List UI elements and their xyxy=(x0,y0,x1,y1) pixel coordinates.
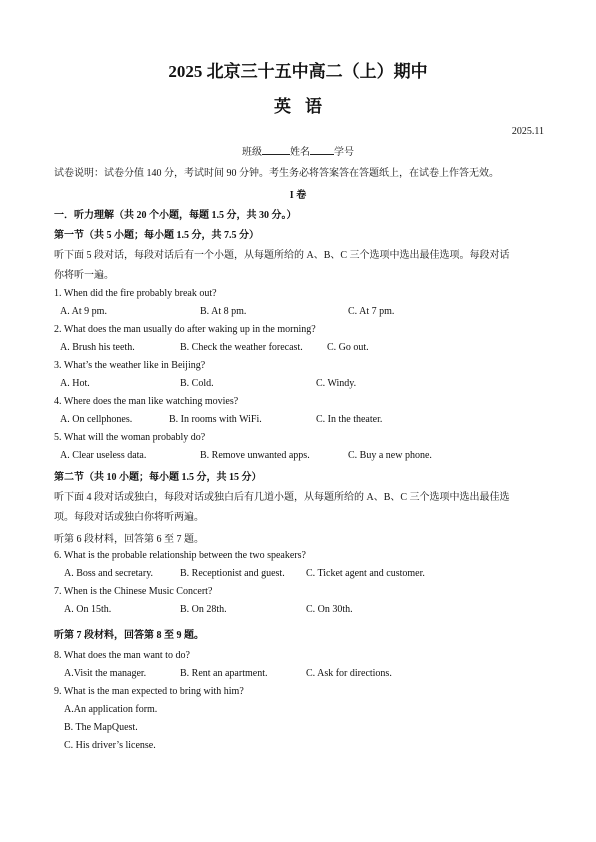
material-note: 听第 6 段材料，回答第 6 至 7 题。 xyxy=(54,534,204,545)
section1-heading: 第一节（共 5 小题；每小题 1.5 分，共 7.5 分） xyxy=(54,230,259,241)
option-a: A. Clear useless data. xyxy=(60,450,147,461)
option-b: B. Cold. xyxy=(180,378,214,389)
name-label: 姓名 xyxy=(290,147,310,158)
option-a: A.An application form. xyxy=(64,704,158,715)
option-a: A. On 15th. xyxy=(64,604,112,615)
option-c: C. Windy. xyxy=(316,378,357,389)
option-a: A. Brush his teeth. xyxy=(60,342,135,353)
option-b: B. Remove unwanted apps. xyxy=(200,450,310,461)
question-text: 9. What is the man expected to bring with him? xyxy=(54,686,244,697)
exam-instructions: 试卷说明：试卷分值 140 分，考试时间 90 分钟。考生务必将答案答在答题纸上，在试卷上作答无效。 xyxy=(54,168,499,179)
option-b: B. At 8 pm. xyxy=(200,306,247,317)
question-text: 4. Where does the man like watching movies? xyxy=(54,396,239,407)
question-text: 7. When is the Chinese Music Concert? xyxy=(54,586,213,597)
id-label: 学号 xyxy=(334,147,354,158)
section1-directions-cont: 你将听一遍。 xyxy=(54,270,114,281)
option-a: A. On cellphones. xyxy=(60,414,133,425)
option-a: A. Hot. xyxy=(60,378,90,389)
option-a: A. Boss and secretary. xyxy=(64,568,154,579)
option-c: C. Buy a new phone. xyxy=(348,450,432,461)
question-text: 3. What’s the weather like in Beijing? xyxy=(54,360,206,371)
option-b: B. In rooms with WiFi. xyxy=(169,414,262,425)
question-text: 1. When did the fire probably break out? xyxy=(54,288,217,299)
section2-heading: 第二节（共 10 小题；每小题 1.5 分，共 15 分） xyxy=(54,472,262,483)
student-info-line xyxy=(0,143,596,158)
option-b: B. Rent an apartment. xyxy=(180,668,268,679)
question-text: 2. What does the man usually do after waking up in the morning? xyxy=(54,324,316,335)
option-c: C. Ask for directions. xyxy=(306,668,392,679)
question-text: 6. What is the probable relationship between the two speakers? xyxy=(54,550,306,561)
option-c: C. His driver’s license. xyxy=(64,740,156,751)
section1-directions: 听下面 5 段对话，每段对话后有一个小题，从每题所给的 A、B、C 三个选项中选出最佳选项。每段对话 xyxy=(54,250,510,261)
option-c: C. In the theater. xyxy=(316,414,383,425)
option-a: A.Visit the manager. xyxy=(64,668,147,679)
question-text: 8. What does the man want to do? xyxy=(54,650,190,661)
class-label: 班级 xyxy=(242,147,262,158)
option-c: C. On 30th. xyxy=(306,604,353,615)
page-title: 2025 北京三十五中高二（上）期中 xyxy=(168,62,428,81)
option-b: B. The MapQuest. xyxy=(64,722,138,733)
part-heading: 一．听力理解（共 20 个小题，每题 1.5 分，共 30 分。） xyxy=(54,210,297,221)
option-a: A. At 9 pm. xyxy=(60,306,107,317)
subject-title: 英语 xyxy=(274,97,336,116)
question-text: 5. What will the woman probably do? xyxy=(54,432,206,443)
name-blank xyxy=(310,145,334,155)
option-b: B. Check the weather forecast. xyxy=(180,342,303,353)
option-c: C. Ticket agent and customer. xyxy=(306,568,425,579)
option-c: C. Go out. xyxy=(327,342,369,353)
volume-heading: I 卷 xyxy=(289,190,307,201)
option-b: B. Receptionist and guest. xyxy=(180,568,285,579)
class-blank xyxy=(262,145,290,155)
exam-date: 2025.11 xyxy=(511,126,544,137)
option-b: B. On 28th. xyxy=(180,604,227,615)
section2-directions-cont: 项。每段对话或独白你将听两遍。 xyxy=(54,512,204,523)
section2-directions: 听下面 4 段对话或独白，每段对话或独白后有几道小题，从每题所给的 A、B、C 三个选项中选出最佳选 xyxy=(54,492,510,503)
option-c: C. At 7 pm. xyxy=(348,306,395,317)
material-note: 听第 7 段材料，回答第 8 至 9 题。 xyxy=(54,630,204,641)
